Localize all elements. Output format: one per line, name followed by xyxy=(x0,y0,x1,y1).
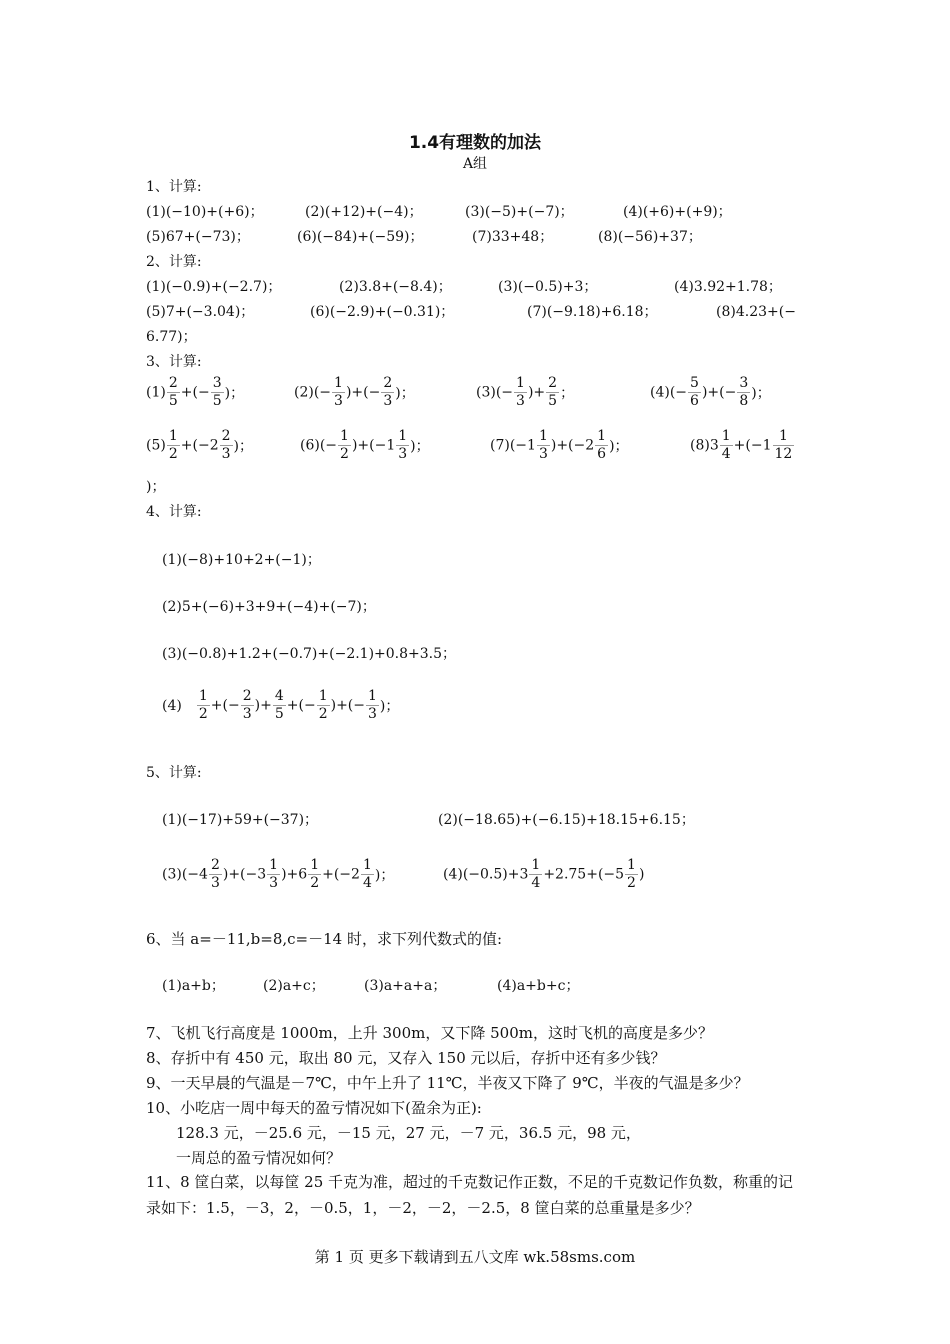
q3-heading: 3、计算: xyxy=(146,354,202,370)
q3-problem: (7)(−1 $\frac{1}{3}$ )+(−2 $\frac{1}{6}$ )； xyxy=(490,428,629,462)
q3-problem: (3)(− $\frac{1}{3}$ )+ $\frac{2}{5}$ ； xyxy=(476,375,575,409)
q3-problem-continued: )； xyxy=(146,479,166,495)
q5-heading: 5、计算: xyxy=(146,765,202,781)
q2-item: (5)7+(−3.04)； xyxy=(146,304,255,320)
q6-item: (1)a+b； xyxy=(162,978,225,994)
q1-item: (1)(−10)+(+6)； xyxy=(146,204,264,220)
q1-item: (4)(+6)+(+9)； xyxy=(623,204,732,220)
page-footer: 第 1 页 更多下载请到五八文库 wk.58sms.com xyxy=(314,1248,636,1266)
q1-heading: 1、计算: xyxy=(146,179,202,195)
q3-problem: (1) $\frac{2}{5}$ +(− $\frac{3}{5}$ )； xyxy=(146,375,245,409)
q7: 7、飞机飞行高度是 1000m，上升 300m，又下降 500m，这时飞机的高度是多少？ xyxy=(146,1024,713,1042)
q1-item: (7)33+48； xyxy=(472,229,554,245)
q10-question: 一周总的盈亏情况如何？ xyxy=(176,1149,342,1167)
q2-item-continued: 6.77)； xyxy=(146,329,197,345)
q6-item: (4)a+b+c； xyxy=(497,978,580,994)
q4-problem: (2)5+(−6)+3+9+(−4)+(−7)； xyxy=(162,599,376,615)
q6-item: (3)a+a+a； xyxy=(364,978,447,994)
q1-item: (6)(−84)+(−59)； xyxy=(297,229,424,245)
q2-item: (2)3.8+(−8.4)； xyxy=(339,279,452,295)
q11: 11、8 筐白菜，以每筐 25 千克为准，超过的千克数记作正数，不足的千克数记作负数，称重的记录如下：1.5，－3，2，－0.5，1，－2，－2，－2.5，8 筐白菜的总重量是多少？ xyxy=(146,1173,794,1217)
page-title: 1.4有理数的加法 xyxy=(408,133,542,153)
q4-problem: (3)(−0.8)+1.2+(−0.7)+(−2.1)+0.8+3.5； xyxy=(162,646,457,662)
q4-heading: 4、计算: xyxy=(146,504,202,520)
group-label: A组 xyxy=(462,156,488,172)
q1-item: (2)(+12)+(−4)； xyxy=(305,204,423,220)
q5-problem: (1)(−17)+59+(−37)； xyxy=(162,812,319,828)
q2-item: (1)(−0.9)+(−2.7)； xyxy=(146,279,282,295)
q10-values: 128.3 元，－25.6 元，－15 元，27 元，－7 元，36.5 元，98 元， xyxy=(176,1124,641,1142)
q3-problem: (6)(− $\frac{1}{2}$ )+(−1 $\frac{1}{3}$ )； xyxy=(300,428,430,462)
q2-item: (3)(−0.5)+3； xyxy=(498,279,598,295)
q2-item: (7)(−9.18)+6.18； xyxy=(527,304,658,320)
q1-item: (3)(−5)+(−7)； xyxy=(465,204,574,220)
q8: 8、存折中有 450 元，取出 80 元，又存入 150 元以后，存折中还有多少钱？ xyxy=(146,1049,666,1067)
q3-problem: (8)3 $\frac{1}{4}$ +(−1 $\frac{1}{12}$ xyxy=(690,428,793,462)
q2-heading: 2、计算: xyxy=(146,254,202,270)
q3-problem: (5) $\frac{1}{2}$ +(−2 $\frac{2}{3}$ )； xyxy=(146,428,253,462)
q1-item: (8)(−56)+37； xyxy=(598,229,702,245)
q4-problem: (1)(−8)+10+2+(−1)； xyxy=(162,552,321,568)
q1-item: (5)67+(−73)； xyxy=(146,229,250,245)
q2-item: (8)4.23+(− xyxy=(716,304,796,320)
q2-item: (4)3.92+1.78； xyxy=(674,279,782,295)
q5-problem: (4)(−0.5)+3 $\frac{1}{4}$ +2.75+(−5 $\frac{1}{2}$ ) xyxy=(443,857,645,891)
q6-heading: 6、当 a=－11,b=8,c=－14 时，求下列代数式的值: xyxy=(146,930,503,948)
q4-problem: (4) $\frac{1}{2}$ +(− $\frac{2}{3}$ )+ $\frac{4}{5}$ +(− $\frac{1}{2}$ )+(− $\frac{1}{3}$ )； xyxy=(162,688,400,722)
q6-item: (2)a+c； xyxy=(263,978,325,994)
q5-problem: (3)(−4 $\frac{2}{3}$ )+(−3 $\frac{1}{3}$ )+6 $\frac{1}{2}$ +(−2 $\frac{1}{4}$ )； xyxy=(162,857,395,891)
q10-heading: 10、小吃店一周中每天的盈亏情况如下(盈余为正): xyxy=(146,1099,482,1117)
q3-problem: (4)(− $\frac{5}{6}$ )+(− $\frac{3}{8}$ )； xyxy=(650,375,771,409)
q5-problem: (2)(−18.65)+(−6.15)+18.15+6.15； xyxy=(438,812,695,828)
q2-item: (6)(−2.9)+(−0.31)； xyxy=(310,304,455,320)
q9: 9、一天早晨的气温是－7℃，中午上升了 11℃，半夜又下降了 9℃，半夜的气温是多少？ xyxy=(146,1074,749,1092)
q3-problem: (2)(− $\frac{1}{3}$ )+(− $\frac{2}{3}$ )； xyxy=(294,375,415,409)
